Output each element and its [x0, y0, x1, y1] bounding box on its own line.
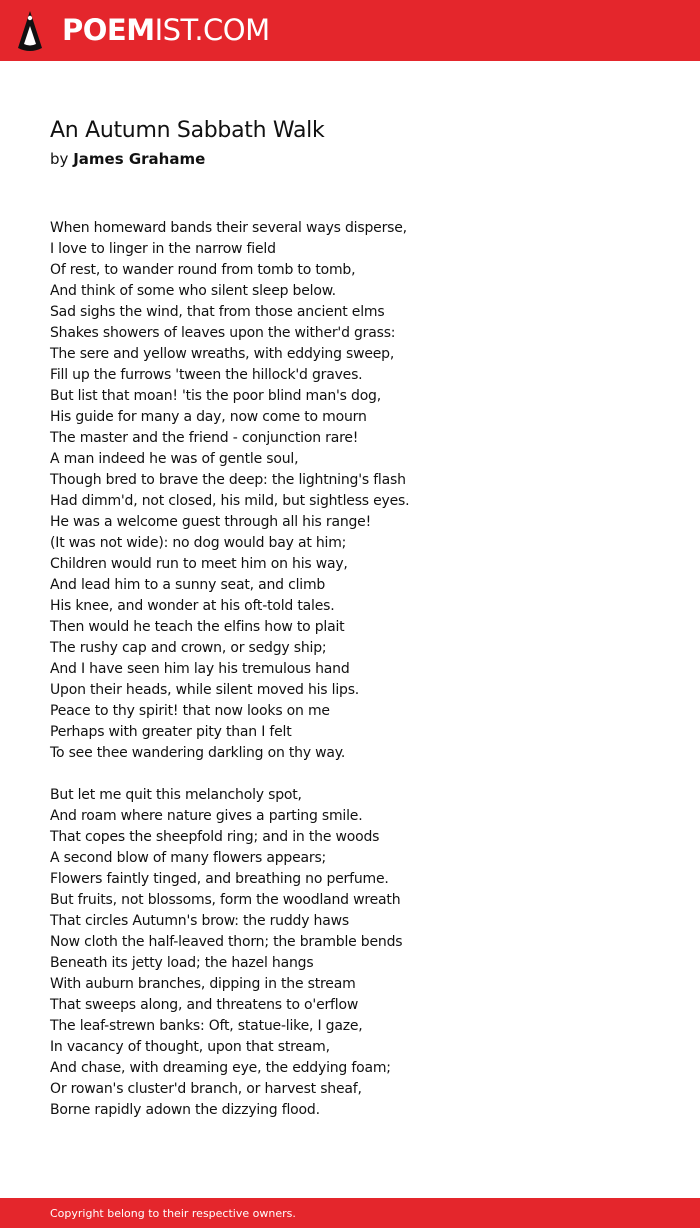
- poem-line: The master and the friend - conjunction rare!: [50, 430, 359, 446]
- poem-line: A second blow of many flowers appears;: [50, 850, 327, 866]
- poem-line: And lead him to a sunny seat, and climb: [50, 577, 326, 593]
- copyright-notice: Copyright belong to their respective owners.: [50, 1207, 296, 1220]
- poem-line: And I have seen him lay his tremulous hand: [50, 661, 350, 677]
- poem-stanza: [50, 785, 650, 1121]
- poem-line: And chase, with dreaming eye, the eddying foam;: [50, 1060, 391, 1076]
- poem-line: The leaf-strewn banks: Oft, statue-like, I gaze,: [50, 1018, 363, 1034]
- pen-nib-icon[interactable]: [17, 10, 43, 52]
- byline-label: by: [50, 150, 69, 168]
- poem-line: (It was not wide): no dog would bay at him;: [50, 535, 347, 551]
- poem-line: Beneath its jetty load; the hazel hangs: [50, 955, 314, 971]
- poem-body: [50, 218, 650, 1142]
- poem-line: But list that moan! 'tis the poor blind man's dog,: [50, 388, 381, 404]
- poem-line: Flowers faintly tinged, and breathing no perfume.: [50, 871, 389, 887]
- poem-line: But fruits, not blossoms, form the woodland wreath: [50, 892, 401, 908]
- poem-line: That circles Autumn's brow: the ruddy haws: [50, 913, 349, 929]
- poem-line: Had dimm'd, not closed, his mild, but sightless eyes.: [50, 493, 410, 509]
- poem-line: And roam where nature gives a parting smile.: [50, 808, 363, 824]
- poem-line: He was a welcome guest through all his range!: [50, 514, 372, 530]
- site-logo[interactable]: [62, 11, 270, 49]
- poem-line: That sweeps along, and threatens to o'erflow: [50, 997, 359, 1013]
- poem-author[interactable]: James Grahame: [73, 150, 206, 168]
- poem-line: His guide for many a day, now come to mourn: [50, 409, 367, 425]
- poem-line: The sere and yellow wreaths, with eddying sweep,: [50, 346, 395, 362]
- poem-line: And think of some who silent sleep below.: [50, 283, 336, 299]
- poem-stanza: [50, 218, 650, 764]
- poem-line: A man indeed he was of gentle soul,: [50, 451, 299, 467]
- poem-line: Perhaps with greater pity than I felt: [50, 724, 292, 740]
- poem-line: Sad sighs the wind, that from those ancient elms: [50, 304, 385, 320]
- poem-line: Fill up the furrows 'tween the hillock'd graves.: [50, 367, 363, 383]
- poem-line: Peace to thy spirit! that now looks on me: [50, 703, 330, 719]
- poem-line: When homeward bands their several ways disperse,: [50, 220, 407, 236]
- poem-line: Now cloth the half-leaved thorn; the bramble bends: [50, 934, 403, 950]
- poem-line: Upon their heads, while silent moved his lips.: [50, 682, 360, 698]
- poem-line: Then would he teach the elfins how to plait: [50, 619, 345, 635]
- poem-title: An Autumn Sabbath Walk: [50, 118, 325, 143]
- poem-line: Though bred to brave the deep: the lightning's flash: [50, 472, 406, 488]
- poem-line: That copes the sheepfold ring; and in the woods: [50, 829, 380, 845]
- poem-line: Of rest, to wander round from tomb to tomb,: [50, 262, 356, 278]
- poem-line: But let me quit this melancholy spot,: [50, 787, 302, 803]
- poem-line: Shakes showers of leaves upon the wither'd grass:: [50, 325, 396, 341]
- poem-line: With auburn branches, dipping in the stream: [50, 976, 356, 992]
- poem-line: His knee, and wonder at his oft-told tales.: [50, 598, 335, 614]
- site-footer: [0, 1198, 700, 1228]
- logo-text-bold: POEM: [62, 13, 155, 47]
- logo-text-light: IST.COM: [154, 13, 270, 47]
- poem-line: To see thee wandering darkling on thy way.: [50, 745, 346, 761]
- poem-line: Or rowan's cluster'd branch, or harvest sheaf,: [50, 1081, 362, 1097]
- poem-line: The rushy cap and crown, or sedgy ship;: [50, 640, 327, 656]
- poem-line: Children would run to meet him on his way,: [50, 556, 348, 572]
- poem-line: In vacancy of thought, upon that stream,: [50, 1039, 330, 1055]
- poem-byline: [50, 148, 205, 170]
- poem-line: Borne rapidly adown the dizzying flood.: [50, 1102, 320, 1118]
- site-header: [0, 0, 700, 61]
- poem-line: I love to linger in the narrow field: [50, 241, 276, 257]
